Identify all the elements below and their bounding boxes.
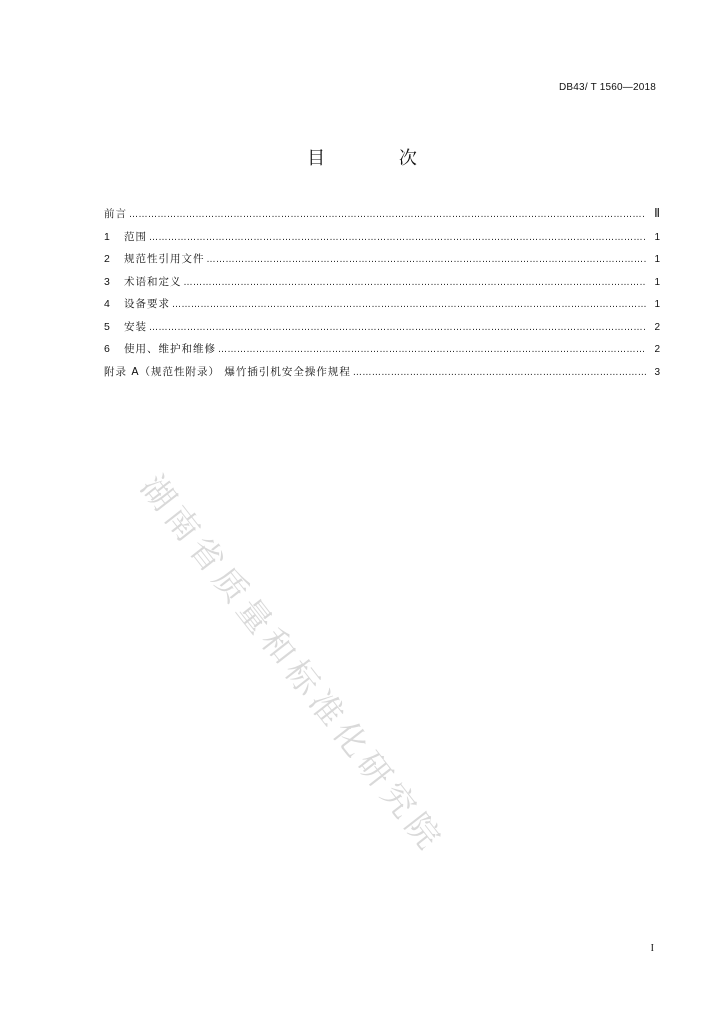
toc-dot-leader bbox=[149, 233, 646, 243]
toc-entry-terms-definitions[interactable] bbox=[104, 274, 660, 297]
toc-entry-label: 附录 A（规范性附录） 爆竹插引机安全操作规程 bbox=[104, 365, 351, 378]
toc-entry-label: 前言 bbox=[104, 208, 127, 220]
toc-dot-leader bbox=[149, 323, 646, 333]
toc-entry-number: 4 bbox=[104, 298, 110, 310]
toc-entry-page: 3 bbox=[654, 366, 660, 378]
toc-entry-page: 2 bbox=[654, 321, 660, 333]
toc-dot-leader bbox=[218, 345, 646, 355]
toc-entry-label: 使用、维护和维修 bbox=[124, 343, 216, 355]
page-number: I bbox=[650, 943, 654, 954]
toc-entry-normative-references[interactable] bbox=[104, 251, 660, 274]
toc-entry-appendix-a[interactable] bbox=[104, 364, 660, 387]
table-of-contents bbox=[104, 206, 660, 386]
toc-entry-number: 3 bbox=[104, 275, 110, 288]
toc-entry-page: 1 bbox=[654, 254, 660, 265]
toc-entry-number: 5 bbox=[104, 320, 110, 333]
toc-entry-foreword[interactable] bbox=[104, 206, 660, 229]
toc-entry-number: 1 bbox=[104, 230, 110, 243]
toc-entry-number: 2 bbox=[104, 253, 110, 265]
toc-entry-label: 范围 bbox=[124, 230, 147, 243]
toc-dot-leader bbox=[353, 368, 646, 378]
toc-entry-page: 1 bbox=[654, 299, 660, 310]
toc-entry-label: 术语和定义 bbox=[124, 275, 182, 288]
toc-dot-leader bbox=[207, 255, 647, 265]
toc-entry-number: 6 bbox=[104, 343, 110, 355]
page-title: 目 次 bbox=[307, 148, 451, 169]
toc-entry-installation[interactable] bbox=[104, 319, 660, 342]
standard-code: DB43/ T 1560—2018 bbox=[559, 82, 656, 93]
toc-dot-leader bbox=[184, 278, 647, 288]
toc-dot-leader bbox=[172, 300, 646, 310]
toc-entry-page: 2 bbox=[654, 344, 660, 355]
toc-entry-use-maintenance[interactable] bbox=[104, 341, 660, 364]
toc-entry-scope[interactable] bbox=[104, 229, 660, 252]
watermark: 湖南省质量和标准化研究院 bbox=[133, 467, 452, 861]
toc-entry-page: Ⅱ bbox=[654, 206, 660, 220]
toc-entry-label: 设备要求 bbox=[124, 298, 170, 310]
toc-entry-page: 1 bbox=[654, 231, 660, 243]
toc-entry-label: 安装 bbox=[124, 320, 147, 333]
toc-entry-label: 规范性引用文件 bbox=[124, 253, 205, 265]
toc-entry-page: 1 bbox=[654, 276, 660, 288]
toc-entry-equipment-requirements[interactable] bbox=[104, 296, 660, 319]
toc-dot-leader bbox=[129, 210, 646, 220]
